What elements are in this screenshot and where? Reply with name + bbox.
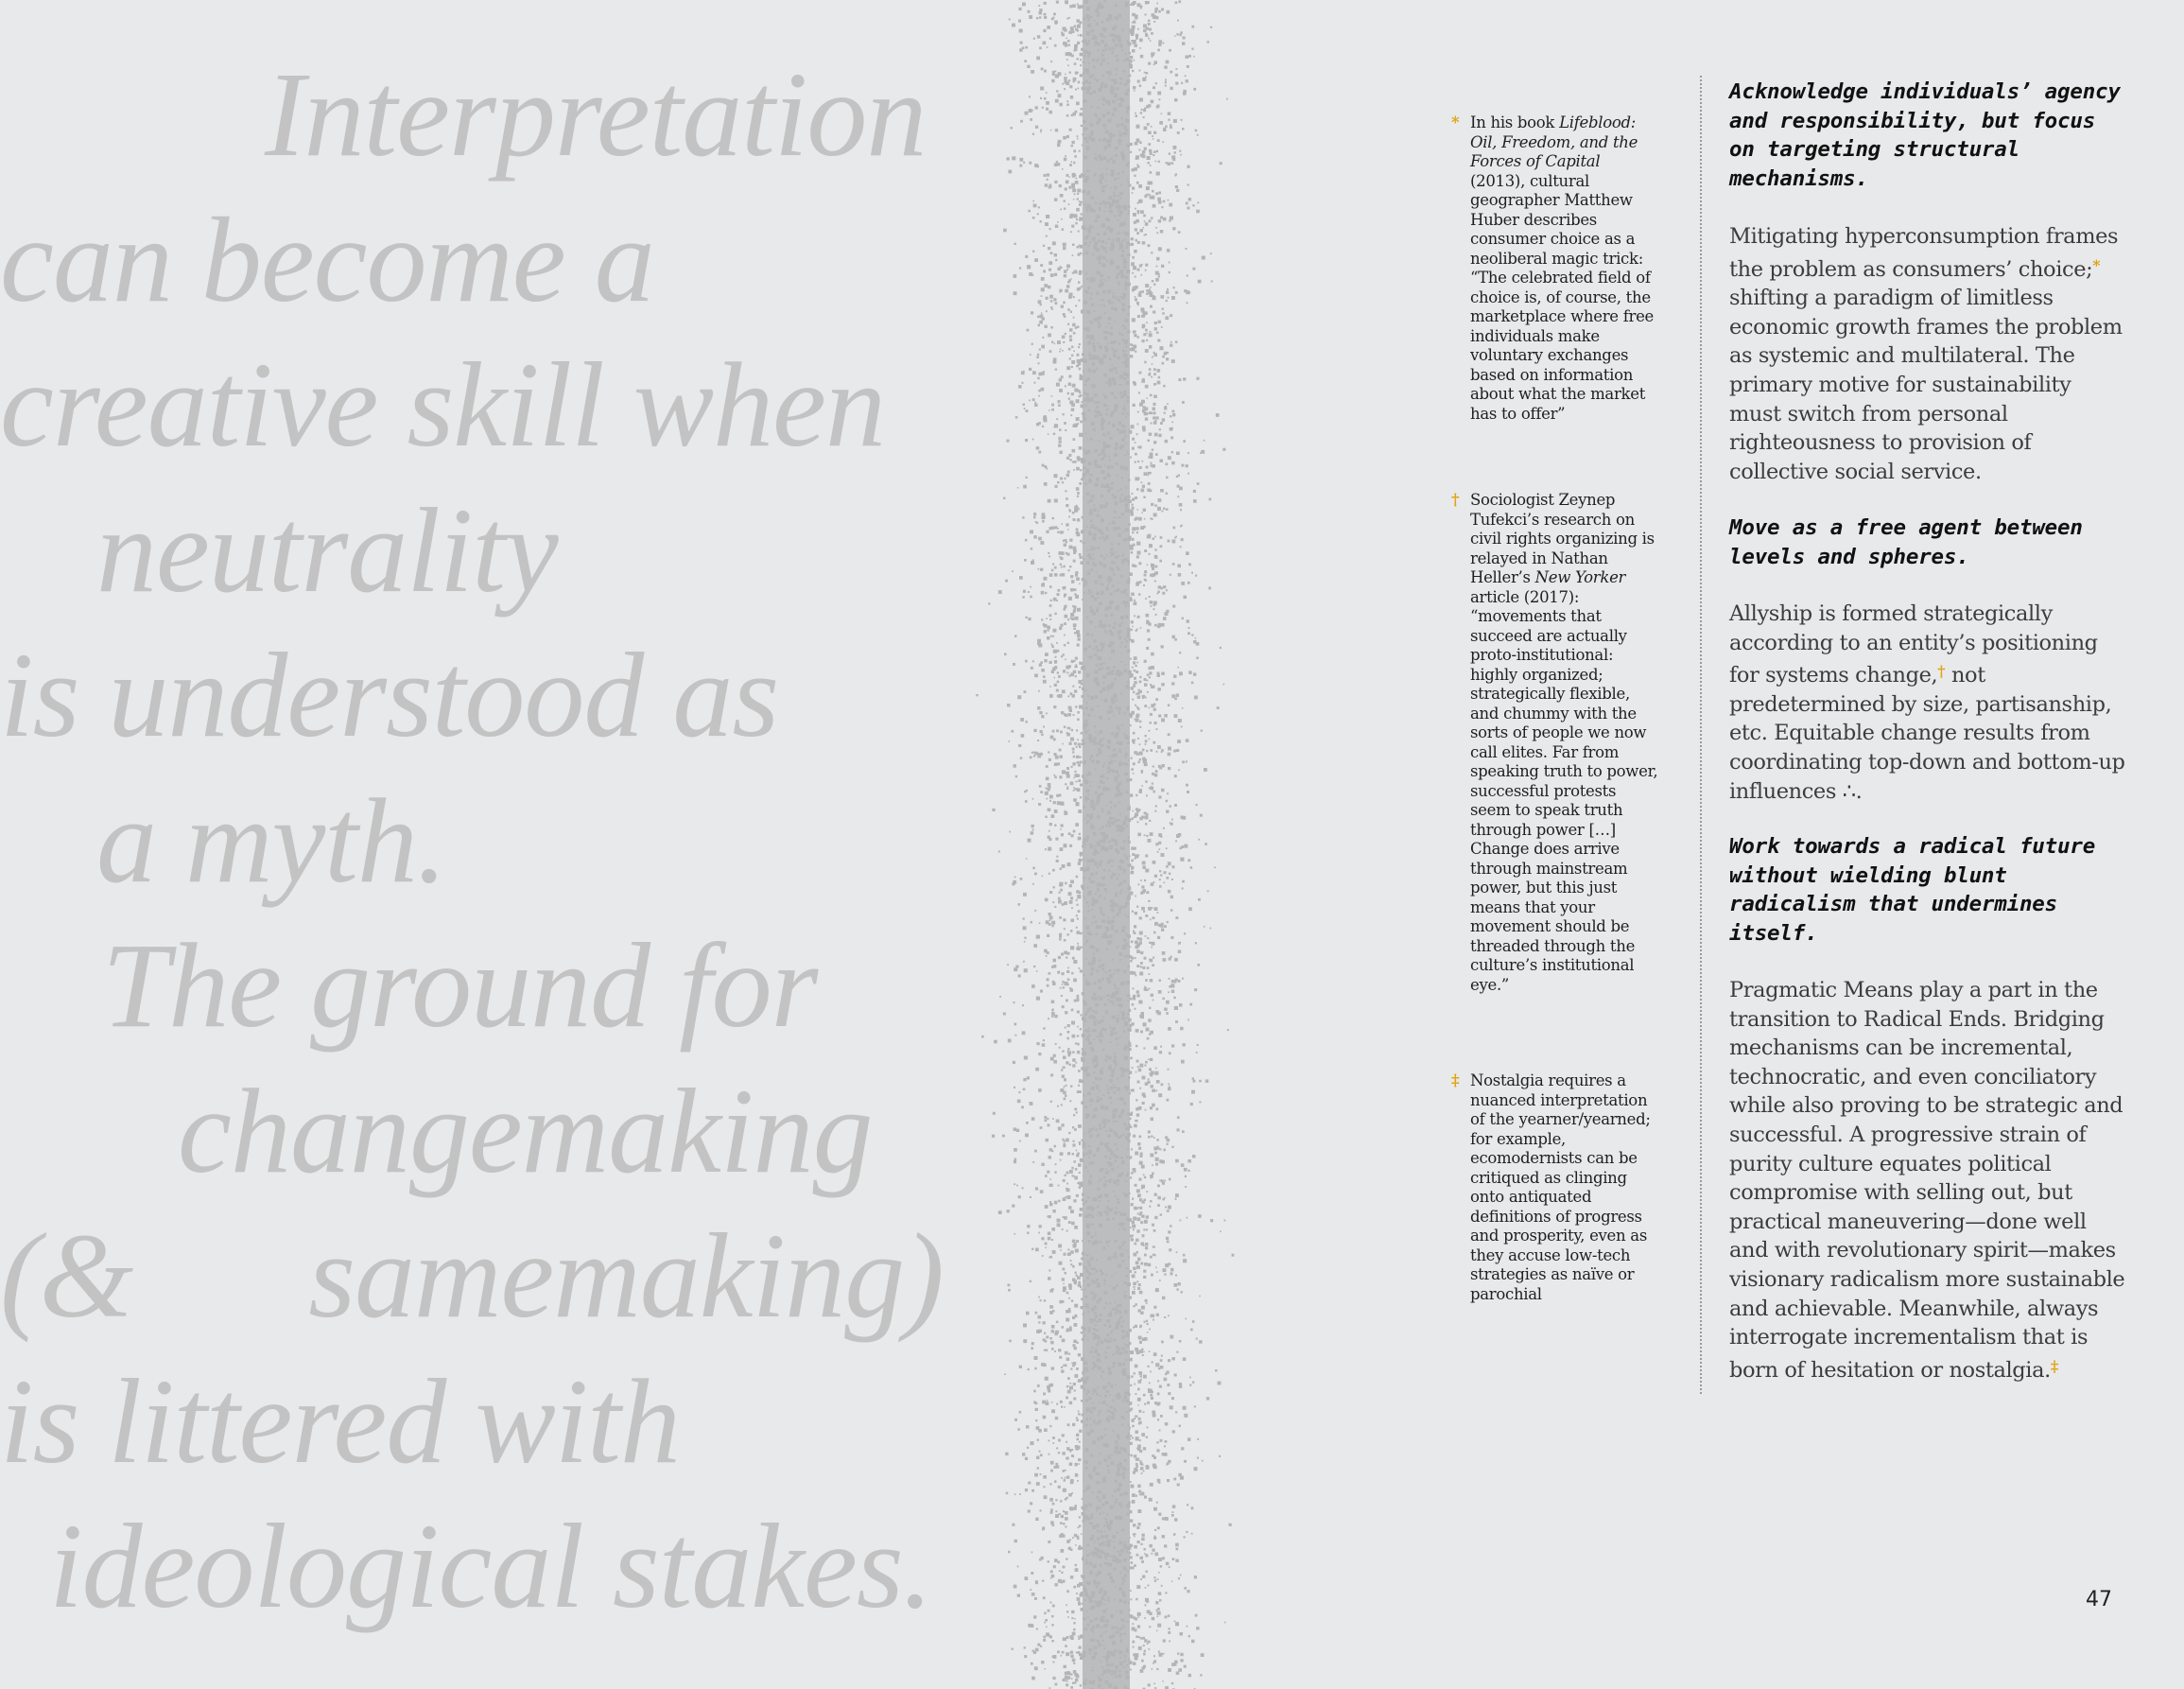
body-text: not predetermined by size, partisanship, etc. Equitable change results from coordinating top-down and bottom-up influences ∴. bbox=[1729, 663, 2125, 804]
quote-line: can become a bbox=[0, 192, 654, 327]
body-text: Allyship is formed strategically according to an entity’s positioning for systems change, bbox=[1729, 601, 2098, 688]
page-number: 47 bbox=[2086, 1588, 2112, 1611]
footnote-text: In his book bbox=[1470, 113, 1560, 131]
footnote-book-title: Lifeblood: Oil, Freedom, and the Forces of Capital bbox=[1470, 113, 1638, 170]
body-text: Mitigating hyperconsumption frames the problem as consumers’ choice; bbox=[1729, 224, 2119, 282]
footnote-ref[interactable]: ‡ bbox=[2050, 1356, 2058, 1375]
quote-line: Interpretation bbox=[265, 47, 927, 182]
quote-line: is littered with bbox=[0, 1353, 680, 1489]
section-heading: Acknowledge individuals’ agency and responsibility, but focus on targeting structural mechanisms. bbox=[1729, 79, 2121, 191]
body-text: shifting a paradigm of limitless economic growth frames the problem as systemic and multilateral. The primary motive for sustainability must switch from personal righteousness to provision of collective social service. bbox=[1729, 286, 2123, 484]
quote-line: a myth. bbox=[96, 773, 446, 908]
footnote-ref[interactable]: † bbox=[1937, 662, 1946, 681]
footnote-dagger bbox=[1451, 491, 1659, 995]
footnote-double-dagger bbox=[1451, 1071, 1659, 1304]
footnote-publication: New Yorker bbox=[1534, 568, 1626, 586]
footnote-mark: † bbox=[1451, 491, 1460, 509]
footnote-text: Nostalgia requires a nuanced interpretation of the yearner/yearned; for example, ecomodernists can be critiqued as clinging onto antiquated definitions of progress and prosperity, even as they accuse low-tech strategies as naïve or parochial bbox=[1470, 1071, 1651, 1303]
pull-quote bbox=[0, 43, 955, 1640]
section-heading: Work towards a radical future without wielding blunt radicalism that undermines itself. bbox=[1729, 834, 2096, 946]
footnote-text: article (2017): “movements that succeed are actually proto-institutional: highly organized; strategically flexible, and chummy with the sorts of people we now call elites. Far from speaking truth to power, successful protests seem to speak truth through power […] Change does arrive through mainstream power, but this just means that your movement should be threaded through the culture’s institutional eye.” bbox=[1470, 587, 1658, 994]
footnote-ref[interactable]: * bbox=[2092, 255, 2101, 274]
body-text: Pragmatic Means play a part in the transition to Radical Ends. Bridging mechanisms can be incremental, technocratic, and even conciliatory while also proving to be strategic and successful. A progressive strain of purity culture equates political compromise with selling out, but practical maneuvering—done well and with revolutionary spirit—makes visionary radicalism more sustainable and achievable. Meanwhile, always interrogate incrementalism that is born of hesitation or nostalgia. bbox=[1729, 978, 2125, 1383]
footnote-mark: * bbox=[1451, 113, 1460, 131]
footnote-text: Sociologist Zeynep Tufekci’s research on civil rights organizing is relayed in Nathan Heller’s bbox=[1470, 491, 1655, 586]
quote-line: is understood as bbox=[0, 628, 779, 762]
gutter-grain-texture bbox=[964, 0, 1248, 1689]
quote-line: creative skill when bbox=[0, 338, 885, 472]
footnote-asterisk bbox=[1451, 113, 1659, 424]
quote-line: The ground for bbox=[102, 918, 818, 1053]
dotted-column-rule bbox=[1700, 76, 1702, 1394]
quote-line: (& samemaking) bbox=[0, 1209, 944, 1343]
quote-line: ideological stakes. bbox=[49, 1499, 932, 1633]
footnote-mark: ‡ bbox=[1451, 1071, 1460, 1089]
section-body bbox=[1729, 222, 2126, 486]
section-heading: Move as a free agent between levels and spheres. bbox=[1729, 515, 2083, 569]
footnote-text: (2013), cultural geographer Matthew Huber describes consumer choice as a neoliberal magic trick: “The celebrated field of choice is, of course, the marketplace where free individuals make voluntary exchanges based on information about what the market has to offer” bbox=[1470, 171, 1655, 423]
quote-line: neutrality bbox=[96, 482, 558, 618]
quote-line: changemaking bbox=[178, 1063, 873, 1198]
section-body bbox=[1729, 976, 2126, 1384]
section-body bbox=[1729, 600, 2126, 806]
